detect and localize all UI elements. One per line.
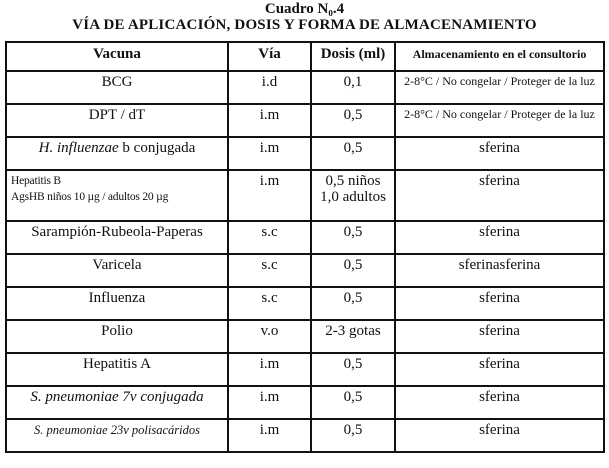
table-row: [6, 104, 604, 137]
cell-vacuna: S. pneumoniae 7v conjugada: [6, 386, 228, 419]
cell-vacuna-line2: AgsHB niños 10 µg / adultos 20 µg: [11, 191, 169, 203]
table-row: [6, 386, 604, 419]
document-header: [0, 1, 609, 34]
cell-vacuna: [6, 170, 228, 221]
cell-dosis-line2: 1,0 adultos: [320, 189, 386, 205]
cell-almacenamiento: sferina: [395, 353, 604, 386]
cell-dosis: 0,5: [311, 419, 395, 452]
cell-almacenamiento: sferina: [395, 419, 604, 452]
cell-vacuna: DPT / dT: [6, 104, 228, 137]
table-row: [6, 287, 604, 320]
column-header-almacenamiento: Almacenamiento en el consultorio: [395, 42, 604, 71]
cell-vacuna: Hepatitis A: [6, 353, 228, 386]
cell-almacenamiento: sferinasferina: [395, 254, 604, 287]
cell-almacenamiento: sferina: [395, 170, 604, 221]
cell-via: i.m: [228, 419, 311, 452]
cell-almacenamiento: sferina: [395, 137, 604, 170]
cell-via: s.c: [228, 287, 311, 320]
cell-dosis: 0,5: [311, 353, 395, 386]
table-row: [6, 71, 604, 104]
cell-via: i.m: [228, 353, 311, 386]
cell-almacenamiento: sferina: [395, 287, 604, 320]
table-row: [6, 320, 604, 353]
cell-almacenamiento: sferina: [395, 221, 604, 254]
cell-dosis: 0,5: [311, 287, 395, 320]
column-header-via: Vía: [228, 42, 311, 71]
table-title: VÍA DE APLICACIÓN, DOSIS Y FORMA DE ALMACENAMIENTO: [72, 17, 537, 33]
table-row: [6, 254, 604, 287]
column-header-dosis: Dosis (ml): [311, 42, 395, 71]
cell-almacenamiento: 2-8°C / No congelar / Proteger de la luz: [395, 71, 604, 104]
cell-dosis: 0,1: [311, 71, 395, 104]
column-header-vacuna: Vacuna: [6, 42, 228, 71]
cell-via: v.o: [228, 320, 311, 353]
vaccine-table: [5, 41, 605, 453]
cell-vacuna-line1: Hepatitis B: [11, 175, 61, 187]
table-row: [6, 170, 604, 221]
cell-vacuna: Sarampión-Rubeola-Paperas: [6, 221, 228, 254]
cell-vacuna: S. pneumoniae 23v polisacáridos: [6, 419, 228, 452]
cell-vacuna: Varicela: [6, 254, 228, 287]
cell-dosis: 2-3 gotas: [311, 320, 395, 353]
cell-vacuna: Polio: [6, 320, 228, 353]
table-row: [6, 353, 604, 386]
cell-via: i.m: [228, 386, 311, 419]
cell-via: i.m: [228, 170, 311, 221]
cell-vacuna-italic: H. influenzae: [38, 140, 119, 156]
table-number: Cuadro N₀.4: [264, 1, 345, 17]
table-row: [6, 419, 604, 452]
cell-via: s.c: [228, 221, 311, 254]
cell-dosis: 0,5: [311, 254, 395, 287]
cell-via: i.d: [228, 71, 311, 104]
cell-dosis: 0,5: [311, 386, 395, 419]
cell-almacenamiento: sferina: [395, 386, 604, 419]
cell-vacuna: Influenza: [6, 287, 228, 320]
cell-dosis: [311, 170, 395, 221]
table-row: [6, 137, 604, 170]
cell-almacenamiento: sferina: [395, 320, 604, 353]
cell-via: s.c: [228, 254, 311, 287]
cell-almacenamiento: 2-8°C / No congelar / Proteger de la luz: [395, 104, 604, 137]
table-header-row: [6, 42, 604, 71]
table-row: [6, 221, 604, 254]
cell-dosis: 0,5: [311, 221, 395, 254]
cell-vacuna: [6, 137, 228, 170]
cell-vacuna: BCG: [6, 71, 228, 104]
cell-dosis: 0,5: [311, 104, 395, 137]
cell-via: i.m: [228, 104, 311, 137]
cell-vacuna-rest: b conjugada: [118, 140, 196, 156]
cell-dosis-line1: 0,5 niños: [325, 173, 381, 189]
cell-via: i.m: [228, 137, 311, 170]
cell-dosis: 0,5: [311, 137, 395, 170]
